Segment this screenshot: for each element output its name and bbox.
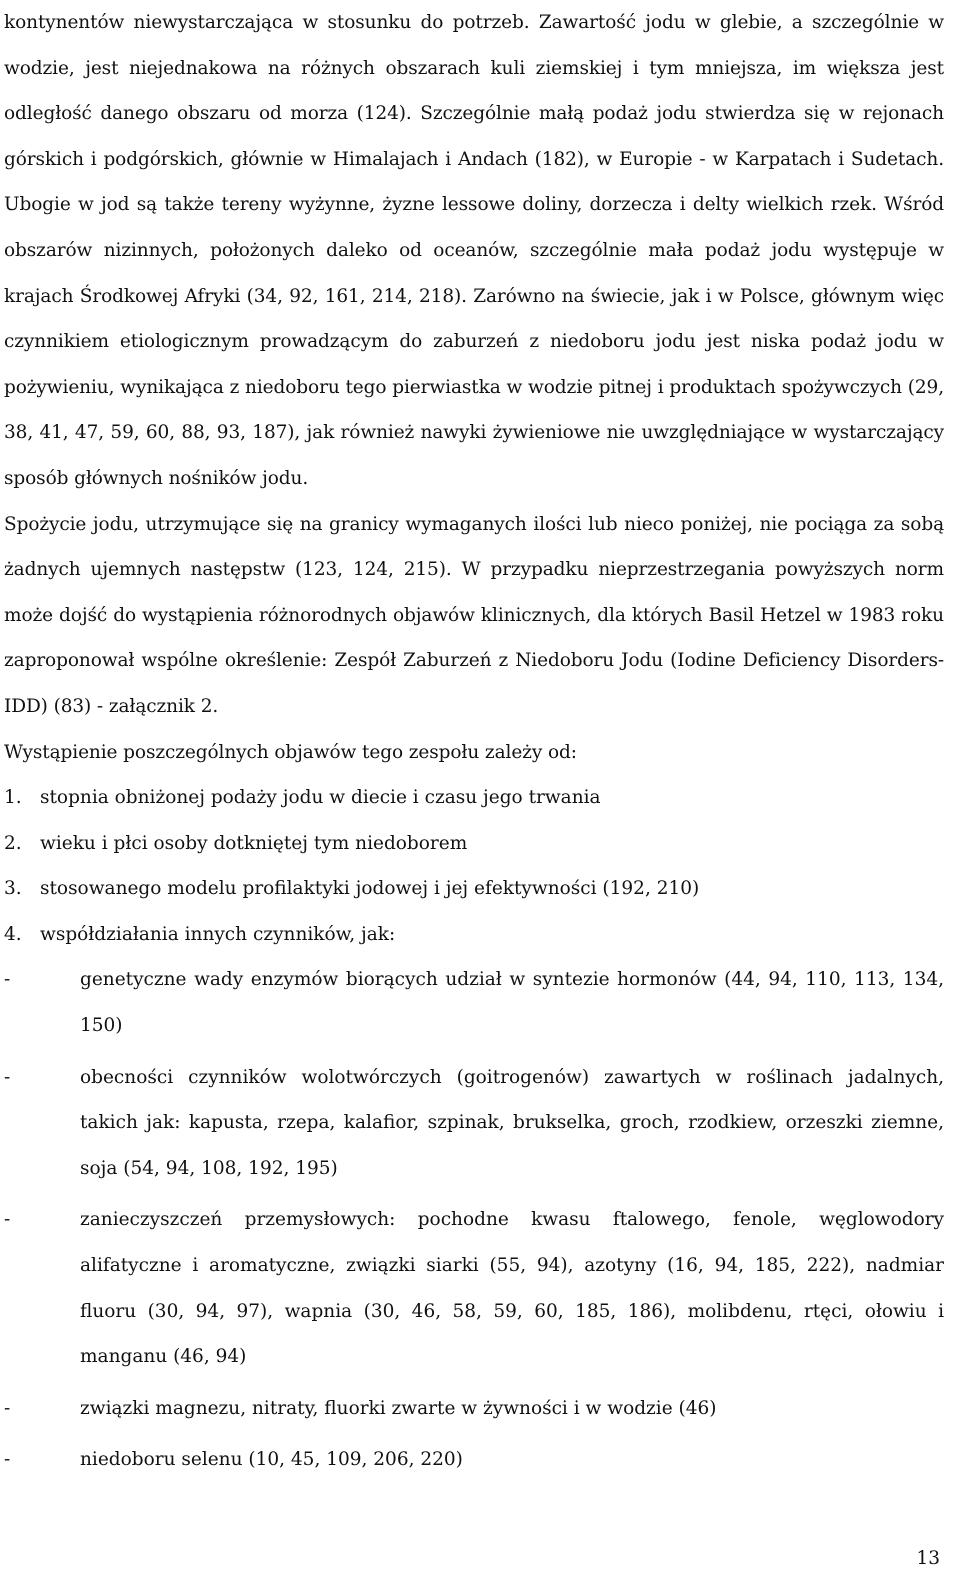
list-item: [4, 1055, 944, 1192]
document-page: [4, 0, 944, 1489]
list-item: [4, 912, 944, 958]
list-text: wieku i płci osoby dotkniętej tym niedoborem: [40, 832, 468, 854]
list-text: genetyczne wady enzymów biorących udział w syntezie hormonów (44, 94, 110, 113, 134, 150): [80, 969, 944, 1037]
list-dash: -: [4, 969, 11, 991]
list-dash: -: [4, 1066, 11, 1088]
list-item: [4, 957, 944, 1048]
list-dash: -: [4, 1397, 11, 1419]
list-number: 2.: [4, 832, 22, 854]
paragraph-symptoms-intro: Wystąpienie poszczególnych objawów tego zespołu zależy od:: [4, 741, 577, 763]
list-text: współdziałania innych czynników, jak:: [40, 923, 396, 945]
list-text: stosowanego modelu profilaktyki jodowej i jej efektywności (192, 210): [40, 878, 700, 900]
list-item: [4, 775, 944, 821]
list-number: 1.: [4, 787, 22, 809]
list-text: niedoboru selenu (10, 45, 109, 206, 220): [80, 1449, 463, 1471]
paragraph-iodine-distribution: kontynentów niewystarczająca w stosunku do potrzeb. Zawartość jodu w glebie, a szczególnie w wodzie, jest niejednakowa na różnych obszarach kuli ziemskiej i tym mniejsza, im większa jest odległość danego obszaru od morza (124). Szczególnie małą podaż jodu stwierdza się w rejonach górskich i podgórskich, głównie w Himalajach i Andach (182), w Europie - w Karpatach i Sudetach. Ubogie w jod są także tereny wyżynne, żyzne lessowe doliny, dorzecza i delty wielkich rzek. Wśród obszarów nizinnych, położonych daleko od oceanów, szczególnie mała podaż jodu występuje w krajach Środkowej Afryki (34, 92, 161, 214, 218). Zarówno na świecie, jak i w Polsce, głównym więc czynnikiem etiologicznym prowadzącym do zaburzeń z niedoboru jodu jest niska podaż jodu w pożywieniu, wynikająca z niedoboru tego pierwiastka w wodzie pitnej i produktach spożywczych (29, 38, 41, 47, 59, 60, 88, 93, 187), jak również nawyki żywieniowe nie uwzględniające w wystarczający sposób głównych nośników jodu.: [4, 12, 944, 489]
list-text: zanieczyszczeń przemysłowych: pochodne kwasu ftalowego, fenole, węglowodory alifatyczne i aromatyczne, związki siarki (55, 94), azotyny (16, 94, 185, 222), nadmiar fluoru (30, 94, 97), wapnia (30, 46, 58, 59, 60, 185, 186), molibdenu, rtęci, ołowiu i manganu (46, 94): [80, 1209, 944, 1368]
list-text: obecności czynników wolotwórczych (goitrogenów) zawartych w roślinach jadalnych, takich jak: kapusta, rzepa, kalafior, szpinak, brukselka, groch, rzodkiew, orzeszki ziemne, soja (54, 94, 108, 192, 195): [80, 1066, 944, 1179]
paragraph-iodine-intake: Spożycie jodu, utrzymujące się na granicy wymaganych ilości lub nieco poniżej, nie pociąga za sobą żadnych ujemnych następstw (123, 124, 215). W przypadku nieprzestrzegania powyższych norm może dojść do wystąpienia różnorodnych objawów klinicznych, dla których Basil Hetzel w 1983 roku zaproponował wspólne określenie: Zespół Zaburzeń z Niedoboru Jodu (Iodine Deficiency Disorders-IDD) (83) - załącznik 2.: [4, 513, 944, 717]
list-number: 4.: [4, 923, 22, 945]
page-number: 13: [916, 1548, 940, 1569]
list-text: związki magnezu, nitraty, fluorki zwarte w żywności i w wodzie (46): [80, 1397, 717, 1419]
dash-list: [4, 957, 944, 1483]
list-item: [4, 821, 944, 867]
list-item: [4, 1437, 944, 1483]
list-dash: -: [4, 1449, 11, 1471]
list-text: stopnia obniżonej podaży jodu w diecie i czasu jego trwania: [40, 787, 601, 809]
list-item: [4, 1386, 944, 1432]
list-dash: -: [4, 1209, 11, 1231]
list-item: [4, 1197, 944, 1379]
list-item: [4, 866, 944, 912]
numbered-list: [4, 775, 944, 957]
list-number: 3.: [4, 878, 22, 900]
